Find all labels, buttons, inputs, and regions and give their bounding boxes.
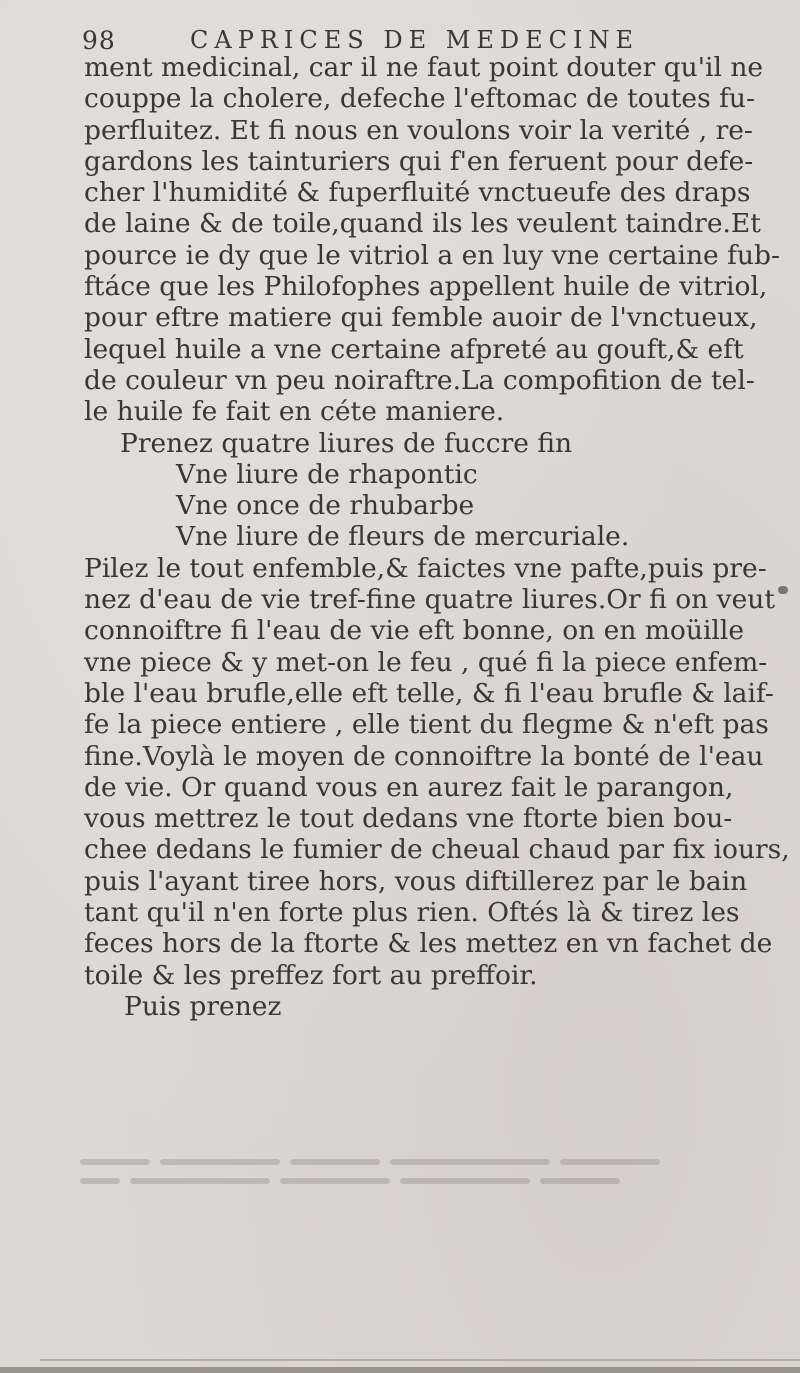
text-line: nez d'eau de vie tref-fine quatre liures.Or fi on veut	[84, 584, 776, 616]
catchphrase-line: Puis prenez	[124, 990, 282, 1022]
recipe-line: Prenez quatre liures de fuccre fin	[120, 427, 573, 459]
text-line: lequel huile a vne certaine afpreté au gouft,& eft	[84, 333, 744, 365]
text-line: vous mettrez le tout dedans vne ftorte bien bou-	[84, 803, 733, 835]
recipe-line: Vne liure de rhapontic	[176, 458, 478, 490]
text-line: feces hors de la ftorte & les mettez en vn fachet de	[84, 928, 773, 960]
text-line: connoiftre fi l'eau de vie eft bonne, on en moüille	[84, 615, 745, 647]
text-line: de vie. Or quand vous en aurez fait le parangon,	[84, 771, 734, 803]
text-line: pource ie dy que le vitriol a en luy vne certaine fub-	[84, 239, 780, 271]
text-line: Pilez le tout enfemble,& faictes vne pafte,puis pre-	[84, 552, 767, 584]
text-line: toile & les preffez fort au preffoir.	[84, 959, 538, 991]
body-text	[84, 52, 790, 1022]
text-line: couppe la cholere, defeche l'eftomac de toutes fu-	[84, 83, 755, 115]
text-line: de couleur vn peu noiraftre.La compofition de tel-	[84, 364, 755, 396]
recipe-line: Vne liure de fleurs de mercuriale.	[176, 521, 630, 553]
text-line: ment medicinal, car il ne faut point douter qu'il ne	[84, 52, 764, 83]
text-line: vne piece & y met-on le feu , qué fi la piece enfem-	[84, 646, 768, 678]
text-line: de laine & de toile,quand ils les veulent taindre.Et	[84, 208, 761, 240]
text-line: pour eftre matiere qui femble auoir de l'vnctueux,	[84, 302, 758, 334]
margin-speck	[778, 586, 788, 594]
text-line: tant qu'il n'en forte plus rien. Oftés là & tirez les	[84, 897, 740, 929]
page-bottom-edge	[0, 1367, 800, 1373]
text-line: ftáce que les Philofophes appellent huile de vitriol,	[84, 271, 768, 303]
recipe-line: Vne once de rhubarbe	[176, 490, 475, 522]
page-edge-line	[40, 1359, 800, 1361]
show-through-text	[80, 1150, 720, 1210]
text-line: fe la piece entiere , elle tient du flegme & n'eft pas	[84, 709, 769, 741]
text-line: ble l'eau brufle,elle eft telle, & fi l'eau brufle & laif-	[84, 677, 774, 709]
running-head: CAPRICES DE MEDECINE	[190, 26, 639, 54]
text-line: le huile fe fait en céte maniere.	[84, 396, 505, 428]
text-line: chee dedans le fumier de cheual chaud par fix iours,	[84, 834, 790, 866]
page-number: 98	[82, 26, 116, 55]
text-line: fine.Voylà le moyen de connoiftre la bonté de l'eau	[84, 740, 764, 772]
text-line: puis l'ayant tiree hors, vous diftillerez par le bain	[84, 865, 748, 897]
text-line: gardons les tainturiers qui f'en feruent pour defe-	[84, 145, 754, 177]
text-line: cher l'humidité & fuperfluité vnctueufe des draps	[84, 177, 751, 209]
text-line: perfluitez. Et fi nous en voulons voir la verité , re-	[84, 114, 753, 146]
